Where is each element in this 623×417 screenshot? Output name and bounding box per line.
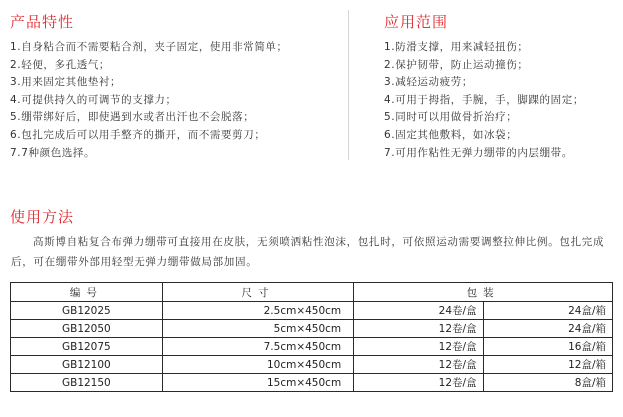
list-item: 4.可用于拇指，手腕，手，脚踝的固定； bbox=[384, 93, 584, 106]
table-row bbox=[11, 320, 613, 338]
cell-rolls: 12卷/盒 bbox=[354, 320, 483, 338]
list-item: 4.可提供持久的可调节的支撑力； bbox=[10, 93, 177, 106]
cell-size: 7.5cm×450cm bbox=[162, 338, 353, 356]
usage-paragraph: 高斯博自粘复合布弹力绷带可直接用在皮肤，无须喷洒粘性泡沫，包扎时，可依照运动需要调整拉伸比例。包扎完成后，可在绷带外部用轻型无弹力绷带做局部加固。 bbox=[11, 236, 605, 268]
cell-size: 10cm×450cm bbox=[162, 356, 353, 374]
cell-code: GB12050 bbox=[11, 320, 163, 338]
cell-code: GB12150 bbox=[11, 374, 163, 392]
table-row bbox=[11, 356, 613, 374]
header-code: 编号 bbox=[11, 283, 163, 302]
list-item: 1.防滑支撑，用来减轻扭伤； bbox=[384, 41, 529, 53]
cell-boxes: 24盒/箱 bbox=[483, 320, 612, 338]
cell-size: 2.5cm×450cm bbox=[162, 302, 353, 320]
list-item: 5.同时可以用做骨折治疗； bbox=[384, 111, 518, 124]
features-list bbox=[10, 39, 288, 162]
list-item: 3.用来固定其他垫衬； bbox=[10, 76, 122, 89]
list-item: 6.包扎完成后可以用手整齐的撕开，而不需要剪刀； bbox=[10, 128, 266, 141]
table-row bbox=[11, 302, 613, 320]
list-item: 2.保护韧带，防止运动撞伤； bbox=[384, 58, 529, 71]
applications-list bbox=[384, 39, 584, 162]
table-row bbox=[11, 374, 613, 392]
header-package: 包装 bbox=[354, 283, 613, 302]
table-row bbox=[11, 338, 613, 356]
cell-code: GB12100 bbox=[11, 356, 163, 374]
usage-title: 使用方法 bbox=[10, 208, 75, 226]
cell-size: 5cm×450cm bbox=[162, 320, 353, 338]
cell-code: GB12075 bbox=[11, 338, 163, 356]
cell-code: GB12025 bbox=[11, 302, 163, 320]
cell-boxes: 8盒/箱 bbox=[483, 374, 612, 392]
cell-rolls: 12卷/盒 bbox=[354, 374, 483, 392]
cell-boxes: 24盒/箱 bbox=[483, 302, 612, 320]
list-item: 2.轻便，多孔透气； bbox=[10, 58, 111, 71]
header-size: 尺寸 bbox=[162, 283, 353, 302]
cell-rolls: 24卷/盒 bbox=[354, 302, 483, 320]
cell-rolls: 12卷/盒 bbox=[354, 338, 483, 356]
list-item: 3.减轻运动疲劳； bbox=[384, 76, 473, 89]
column-divider bbox=[348, 10, 349, 160]
spec-table bbox=[10, 282, 613, 392]
applications-title: 应用范围 bbox=[384, 13, 449, 31]
cell-boxes: 16盒/箱 bbox=[483, 338, 612, 356]
list-item: 7.可用作粘性无弹力绷带的内层绷带。 bbox=[384, 146, 573, 159]
cell-size: 15cm×450cm bbox=[162, 374, 353, 392]
list-item: 6.固定其他敷料，如冰袋； bbox=[384, 128, 518, 141]
list-item: 1.自身粘合而不需要粘合剂，夹子固定，使用非常简单； bbox=[10, 41, 288, 53]
features-title: 产品特性 bbox=[10, 13, 75, 31]
cell-rolls: 12卷/盒 bbox=[354, 356, 483, 374]
list-item: 7.7种颜色选择。 bbox=[10, 146, 96, 159]
cell-boxes: 12盒/箱 bbox=[483, 356, 612, 374]
list-item: 5.绷带绑好后，即使遇到水或者出汗也不会脱落； bbox=[10, 111, 255, 124]
table-header-row bbox=[11, 283, 613, 302]
